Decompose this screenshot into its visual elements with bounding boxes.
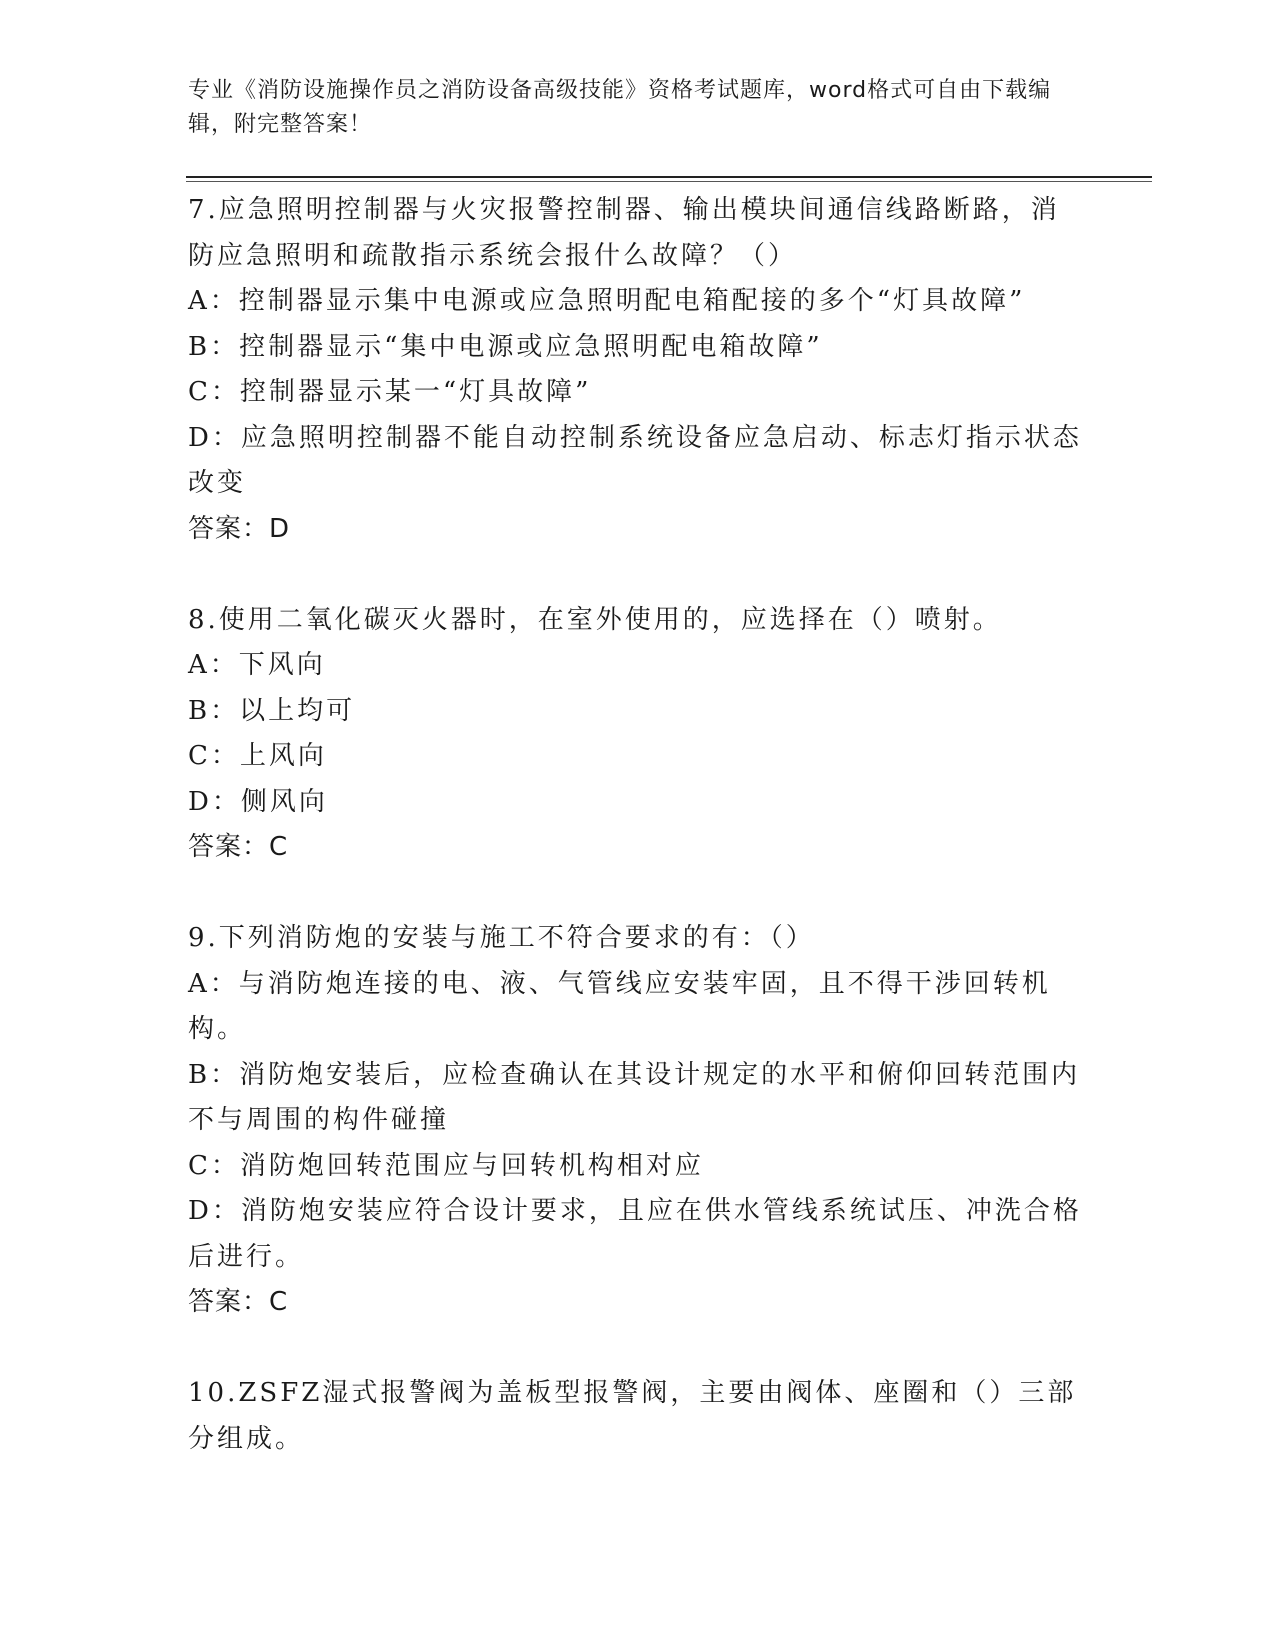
option-d: D：侧风向 [188,786,328,817]
question-spacer [188,871,1088,917]
option-b: B：以上均可 [188,695,356,726]
option-a: A：控制器显示集中电源或应急照明配电箱配接的多个“灯具故障” [188,286,1026,316]
question-spacer [188,552,1088,598]
option-c: C：消防炮回转范围应与回转机构相对应 [188,1150,704,1181]
option-a: A：与消防炮连接的电、液、气管线应安装牢固，且不得干涉回转机构。 [188,968,1051,1044]
question-spacer [188,1326,1088,1372]
answer: 答案：C [188,832,289,862]
option-d: D：应急照明控制器不能自动控制系统设备应急启动、标志灯指示状态改变 [188,422,1082,498]
option-d: D：消防炮安装应符合设计要求，且应在供水管线系统试压、冲洗合格后进行。 [188,1196,1082,1272]
option-b: B：控制器显示“集中电源或应急照明配电箱故障” [188,331,823,362]
option-c: C：控制器显示某一“灯具故障” [188,377,592,407]
option-b: B：消防炮安装后，应检查确认在其设计规定的水平和俯仰回转范围内不与周围的构件碰撞 [188,1059,1081,1135]
question-7 [188,188,1088,552]
question-list [188,188,1088,1462]
document-header: 专业《消防设施操作员之消防设备高级技能》资格考试题库，word格式可自由下载编辑，附完整答案！ [188,78,1052,137]
option-a: A：下风向 [188,650,326,680]
question-text: 9.下列消防炮的安装与施工不符合要求的有：（） [188,923,815,953]
answer: 答案：D [188,513,291,544]
question-text: 7.应急照明控制器与火灾报警控制器、输出模块间通信线路断路，消防应急照明和疏散指示系统会报什么故障？（） [188,195,1060,271]
question-text: 10.ZSFZ湿式报警阀为盖板型报警阀，主要由阀体、座圈和（）三部分组成。 [188,1378,1077,1454]
header-divider-thin [186,181,1152,182]
answer: 答案：C [188,1287,289,1317]
question-8 [188,598,1088,871]
header-divider-thick [186,176,1152,178]
question-9 [188,916,1088,1326]
question-text: 8.使用二氧化碳灭火器时，在室外使用的，应选择在（）喷射。 [188,604,1002,635]
question-10 [188,1371,1088,1462]
option-c: C：上风向 [188,741,327,771]
